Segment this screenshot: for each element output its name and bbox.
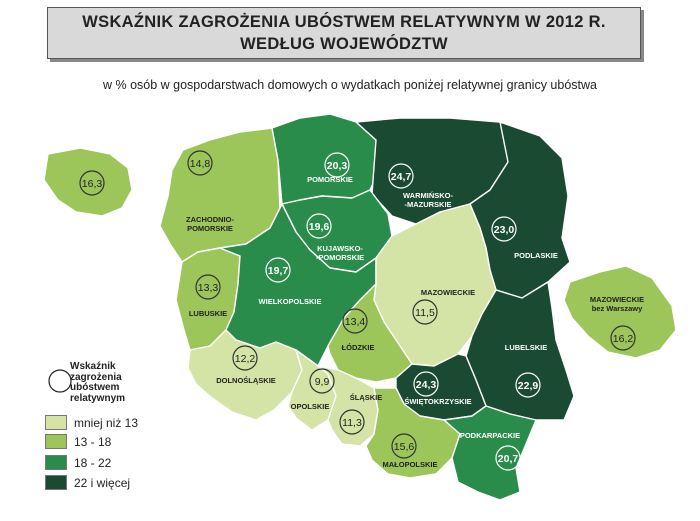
region-name: POMORSKIE	[187, 224, 233, 233]
region-name: MAZOWIECKIE	[420, 288, 476, 297]
region-name: WIELKOPOLSKIE	[258, 297, 322, 306]
legend-label: 13 - 18	[74, 435, 112, 449]
region-value: 16,2	[612, 333, 634, 345]
legend-title-line: relatywnym	[70, 392, 126, 404]
region-name: OPOLSKIE	[290, 402, 330, 411]
region-name: MAZOWIECKIE	[589, 295, 645, 304]
legend-swatch	[45, 434, 67, 449]
region-value: 11,5	[415, 307, 435, 319]
region-value: 13,4	[344, 316, 366, 328]
region-value: 24,7	[390, 171, 412, 183]
region-value: 19,7	[267, 265, 289, 277]
legend-label: 18 - 22	[74, 456, 112, 470]
legend-swatch	[45, 415, 67, 430]
region-name: PODKARPACKIE	[459, 431, 521, 440]
region-podkarpackie	[444, 406, 536, 500]
region-name: MAŁOPOLSKIE	[382, 460, 438, 469]
region-value: 23,0	[493, 224, 515, 236]
legend-item	[45, 434, 185, 450]
region-value: 9,9	[314, 376, 330, 388]
region-name: PODLASKIE	[514, 251, 558, 260]
region-name: ZACHODNIO-	[186, 215, 234, 224]
title-line-1: WSKAŹNIK ZAGROŻENIA UBÓSTWEM RELATYWNYM W 2012 R.	[82, 13, 606, 31]
legend-label: 22 i więcej	[74, 476, 131, 490]
legend-title-line: Wskaźnik	[70, 361, 116, 372]
legend-swatch	[45, 455, 67, 470]
legend-label: mniej niż 13	[74, 416, 139, 430]
region-value: 16,3	[81, 178, 103, 190]
region-name: ŚWIĘTOKRZYSKIE	[404, 397, 472, 406]
region-value: 12,2	[234, 353, 256, 365]
subtitle: w % osób w gospodarstwach domowych o wydatkach poniżej relatywnej granicy ubóstwa	[102, 78, 597, 92]
legend-title	[70, 362, 125, 404]
legend-item	[45, 475, 185, 491]
legend-title-line: ubóstwem	[70, 382, 120, 393]
region-name: ŚLĄSKIE	[349, 393, 383, 402]
legend-item	[45, 455, 185, 471]
region-value: 20,7	[497, 453, 519, 465]
legend-item	[45, 415, 185, 431]
region-value: 15,6	[393, 441, 415, 453]
region-value: 14,8	[189, 158, 211, 170]
region-value: 13,3	[197, 282, 219, 294]
region-name: WARMIŃSKO-	[403, 191, 453, 200]
legend-swatch	[45, 475, 67, 490]
region-value: 22,9	[517, 380, 539, 392]
region-value: 11,3	[342, 417, 362, 429]
region-name: LUBUSKIE	[188, 309, 228, 318]
region-value: 24,3	[415, 379, 437, 391]
region-name: POMORSKIE	[307, 175, 353, 184]
region-name: -POMORSKIE	[315, 253, 365, 262]
region-name: KUJAWSKO-	[317, 244, 363, 253]
legend-indicator-circle	[49, 370, 71, 392]
region-value: 20,3	[326, 160, 348, 172]
region-name: LUBELSKIE	[504, 343, 548, 352]
region-name: DOLNOŚLĄSKIE	[216, 376, 276, 385]
region-name: ŁÓDZKIE	[341, 343, 375, 352]
region-name: -MAZURSKIE	[404, 200, 452, 209]
region-name: bez Warszawy	[591, 304, 643, 313]
region-value: 19,6	[308, 221, 330, 233]
legend-title-line: zagrożenia	[70, 371, 122, 383]
title-line-2: WEDŁUG WOJEWÓDZTW	[240, 35, 448, 53]
